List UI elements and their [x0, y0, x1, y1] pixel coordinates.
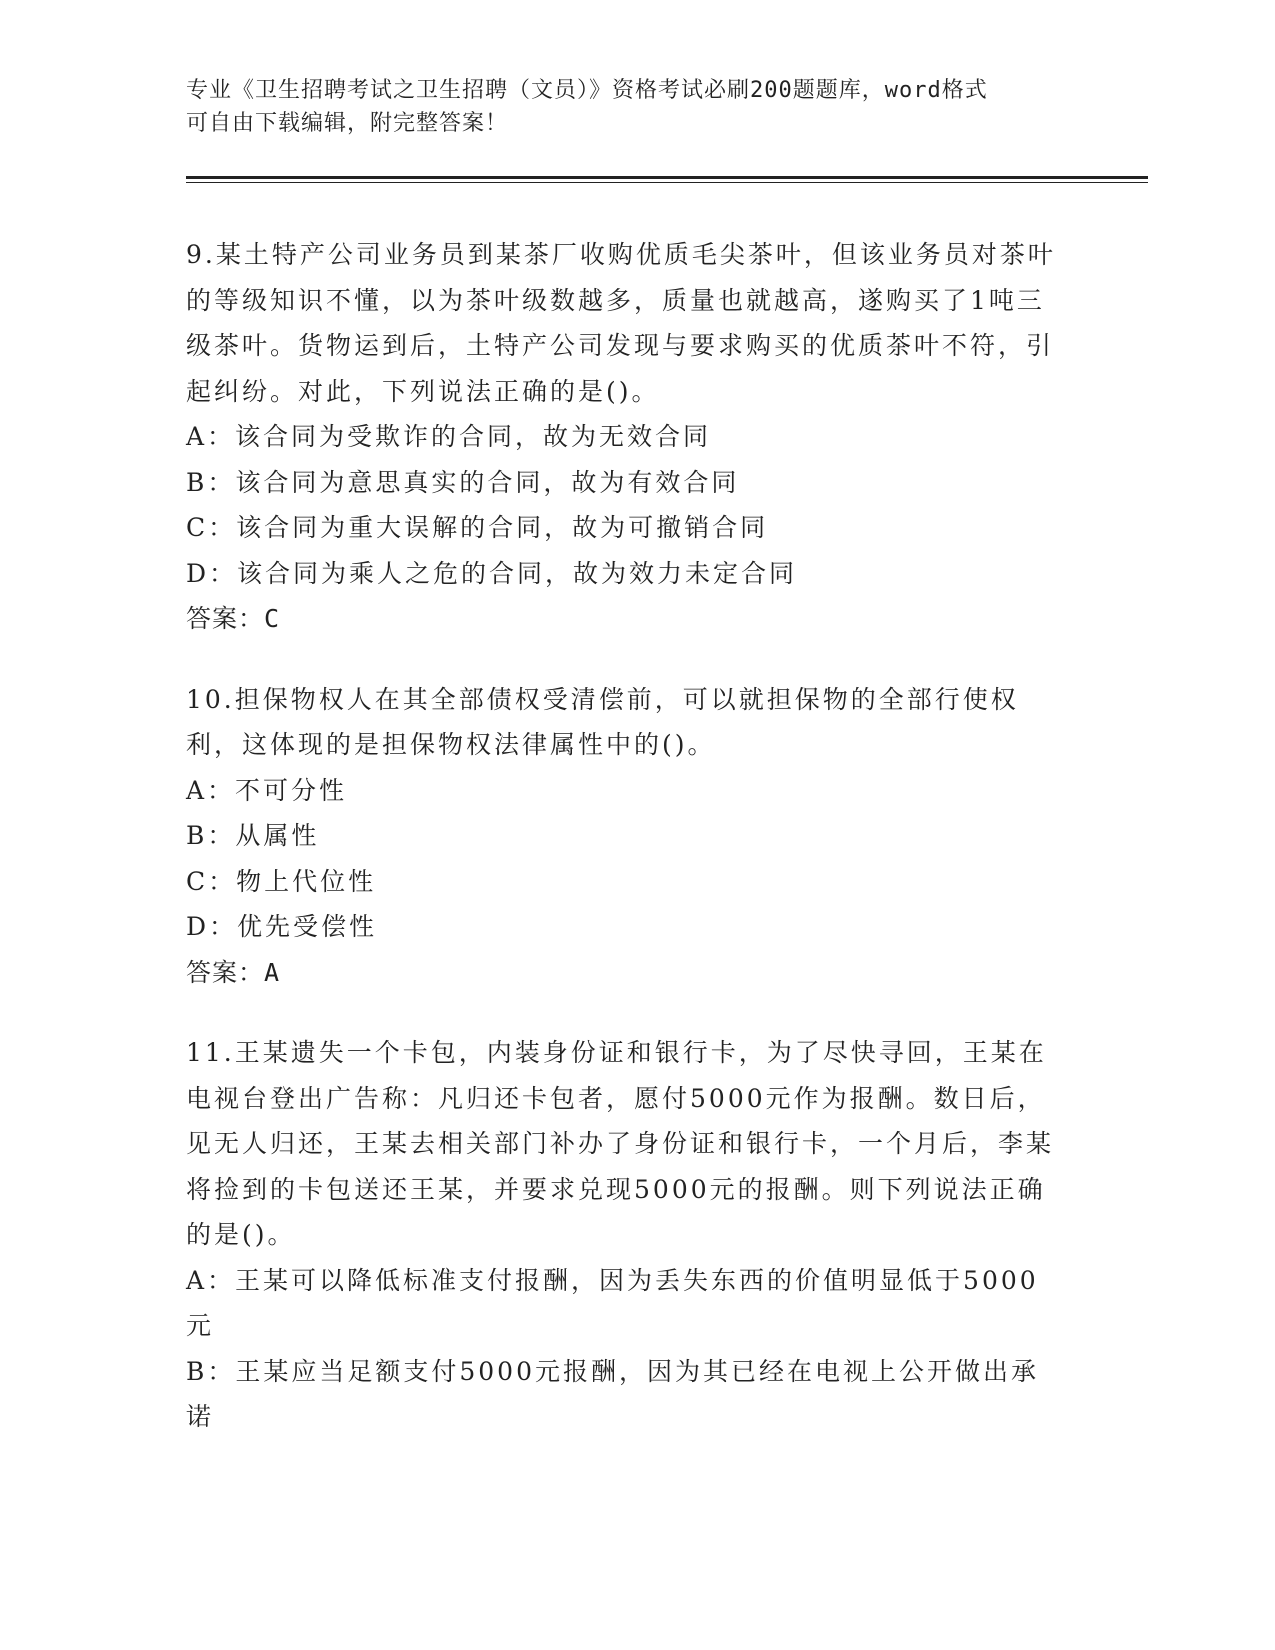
header-line-2: 可自由下载编辑，附完整答案！ — [186, 111, 509, 136]
question-text: 10.担保物权人在其全部债权受清偿前，可以就担保物的全部行使权利，这体现的是担保物权法律属性中的()。 — [186, 684, 1019, 759]
header-line-1: 专业《卫生招聘考试之卫生招聘（文员）》资格考试必刷200题题库，word格式 — [186, 78, 988, 103]
option-c: C：物上代位性 — [186, 866, 377, 896]
option-a: A：该合同为受欺诈的合同，故为无效合同 — [186, 422, 712, 451]
header-divider-thin — [186, 182, 1148, 183]
question-text: 9.某土特产公司业务员到某茶厂收购优质毛尖茶叶，但该业务员对茶叶的等级知识不懂，以为茶叶级数越多，质量也就越高，遂购买了1吨三级茶叶。货物运到后，土特产公司发现与要求购买的优质茶叶不符，引起纠纷。对此，下列说法正确的是()。 — [186, 240, 1056, 406]
question-10 — [186, 677, 1066, 996]
option-a: A：不可分性 — [186, 775, 348, 805]
question-11 — [186, 1030, 1066, 1440]
answer-line: 答案：C — [186, 604, 281, 633]
answer-line: 答案：A — [186, 957, 281, 987]
question-list — [186, 232, 1066, 1475]
option-b: B：王某应当足额支付5000元报酬，因为其已经在电视上公开做出承诺 — [186, 1356, 1039, 1431]
option-b: B：从属性 — [186, 821, 320, 850]
option-b: B：该合同为意思真实的合同，故为有效合同 — [186, 467, 740, 497]
question-9 — [186, 232, 1066, 642]
option-a: A：王某可以降低标准支付报酬，因为丢失东西的价值明显低于5000元 — [186, 1265, 1039, 1340]
document-header — [186, 74, 1086, 140]
question-text: 11.王某遗失一个卡包，内装身份证和银行卡，为了尽快寻回，王某在电视台登出广告称：凡归还卡包者，愿付5000元作为报酬。数日后，见无人归还，王某去相关部门补办了身份证和银行卡，一个月后，李某将捡到的卡包送还王某，并要求兑现5000元的报酬。则下列说法正确的是()。 — [186, 1038, 1055, 1249]
option-c: C：该合同为重大误解的合同，故为可撤销合同 — [186, 513, 769, 542]
option-d: D：该合同为乘人之危的合同，故为效力未定合同 — [186, 558, 798, 588]
option-d: D：优先受偿性 — [186, 912, 378, 941]
header-divider — [186, 176, 1148, 179]
